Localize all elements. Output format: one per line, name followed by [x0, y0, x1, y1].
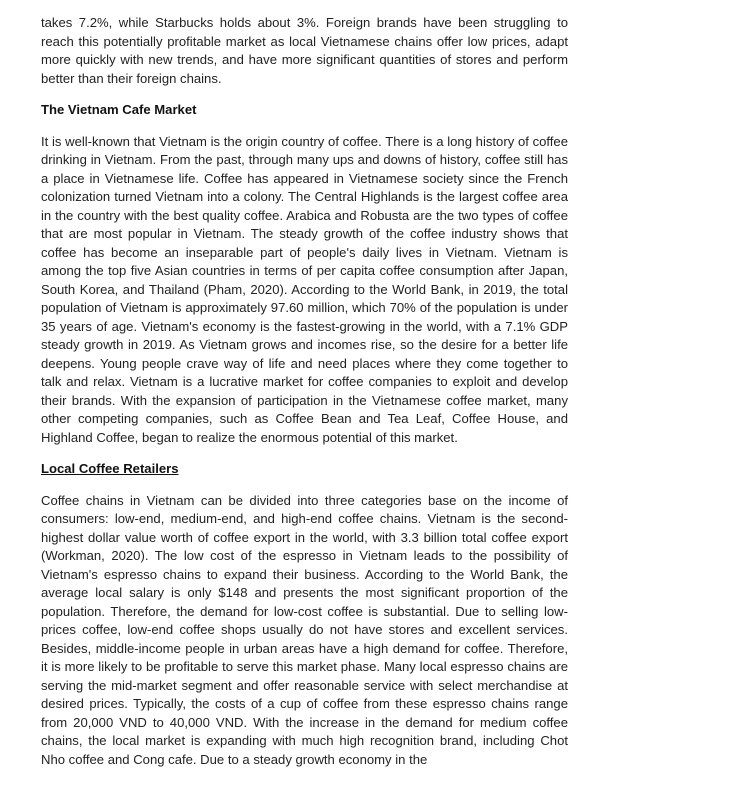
intro-paragraph: takes 7.2%, while Starbucks holds about 3%. Foreign brands have been struggling to reach this potentially profitable market as local Vietnamese chains offer low prices, adapt more quickly with new trends, and have more significant quantities of stores and perform better than their foreign chains. [41, 15, 568, 86]
spacer [41, 88, 568, 101]
spacer [41, 447, 568, 460]
spacer [41, 120, 568, 133]
document-page [41, 14, 568, 769]
local-coffee-retailers-paragraph: Coffee chains in Vietnam can be divided into three categories base on the income of consumers: low-end, medium-end, and high-end coffee chains. Vietnam is the second-highest dollar value worth of coffee export in the world, with 3.3 billion total coffee export (Workman, 2020). The low cost of the espresso in Vietnam leads to the possibility of Vietnam's espresso chains to expand their business. According to the World Bank, the average local salary is only $148 and presents the most significant proportion of the population. Therefore, the demand for low-cost coffee is substantial. Due to selling low-prices coffee, low-end coffee shops usually do not have stores and excellent services. Besides, middle-income people in urban areas have a high demand for coffee. Therefore, it is more likely to be profitable to serve this market phase. Many local espresso chains are serving the mid-market segment and offer reasonable service with select merchandise at desired prices. Typically, the costs of a cup of coffee from these espresso chains range from 20,000 VND to 40,000 VND. With the increase in the demand for medium coffee chains, the local market is expanding with much high recognition brand, including Chot Nho coffee and Cong cafe. Due to a steady growth economy in the [41, 492, 568, 767]
section-heading-vietnam-cafe-market: The Vietnam Cafe Market [41, 102, 197, 117]
spacer [41, 479, 568, 492]
vietnam-cafe-market-paragraph: It is well-known that Vietnam is the origin country of coffee. There is a long history of coffee drinking in Vietnam. From the past, through many ups and downs of history, coffee still has a place in Vietnamese life. Coffee has appeared in Vietnamese society since the French colonization turned Vietnam into a colony. The Central Highlands is the largest coffee area in the country with the best quality coffee. Arabica and Robusta are the two types of coffee that are most popular in Vietnam. The steady growth of the coffee industry shows that coffee has become an inseparable part of people's daily lives in Vietnam. Vietnam is among the top five Asian countries in terms of per capita coffee consumption after Japan, South Korea, and Thailand (Pham, 2020). According to the World Bank, in 2019, the total population of Vietnam is approximately 97.60 million, which 70% of the population is under 35 years of age. Vietnam's economy is the fastest-growing in the world, with a 7.1% GDP steady growth in 2019. As Vietnam grows and incomes rise, so the desire for a better life deepens. Young people crave way of life and need places where they come together to talk and relax. Vietnam is a lucrative market for coffee companies to exploit and develop their brands. With the expansion of participation in the Vietnamese coffee market, many other competing companies, such as Coffee Bean and Tea Leaf, Coffee House, and Highland Coffee, began to realize the enormous potential of this market. [41, 133, 568, 445]
section-heading-local-coffee-retailers: Local Coffee Retailers [41, 461, 179, 476]
